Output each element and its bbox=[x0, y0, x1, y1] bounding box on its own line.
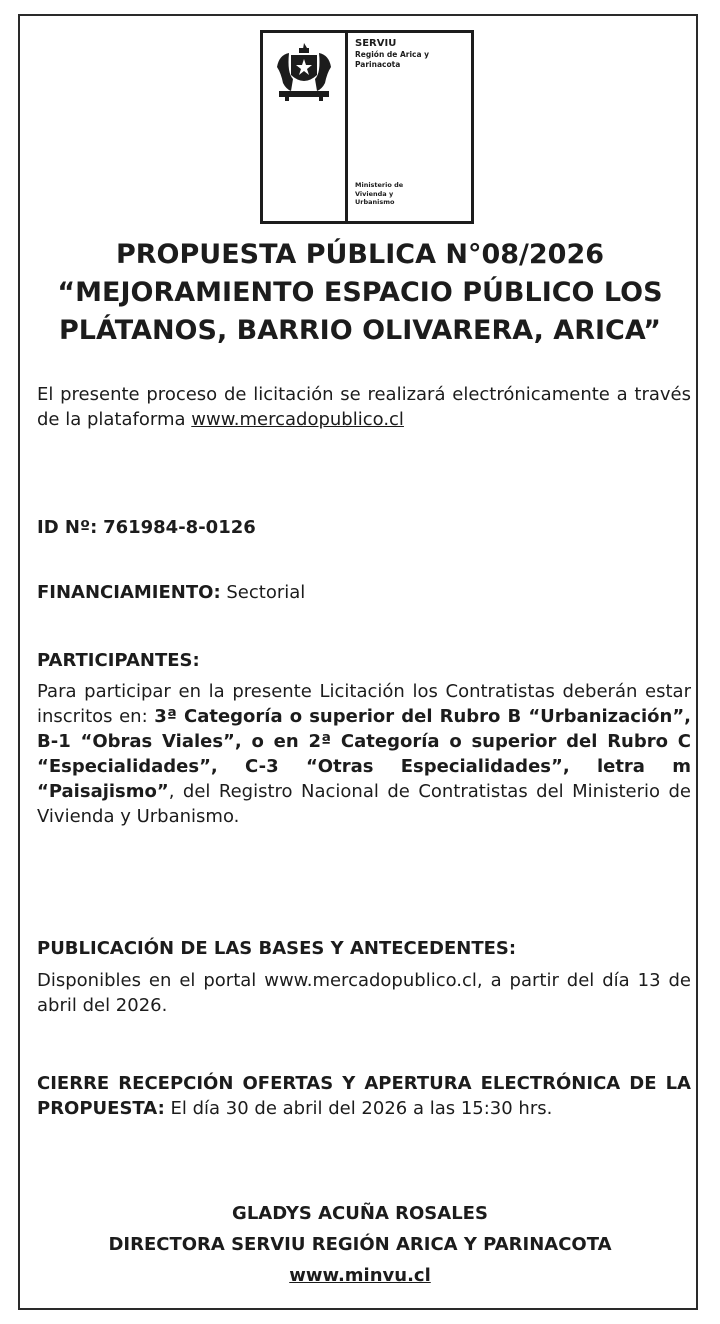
title-line-2: “MEJORAMIENTO ESPACIO PÚBLICO LOS bbox=[57, 277, 663, 308]
financing-value: Sectorial bbox=[226, 582, 306, 603]
signature-block bbox=[30, 1198, 690, 1291]
logo-ministry bbox=[355, 181, 403, 207]
id-value: 761984-8-0126 bbox=[103, 517, 256, 538]
minvu-link[interactable]: www.minvu.cl bbox=[289, 1265, 431, 1286]
logo-region-line2: Parinacota bbox=[355, 60, 401, 69]
id-line bbox=[37, 515, 691, 540]
logo-org-name: SERVIU bbox=[355, 38, 397, 49]
serviu-logo bbox=[260, 30, 474, 224]
participants-paragraph bbox=[37, 679, 691, 829]
logo-ministry-line1: Ministerio de bbox=[355, 181, 404, 189]
closing-heading: CIERRE RECEPCIÓN OFERTAS Y APERTURA ELECTRÓNICA DE LA PROPUESTA: bbox=[37, 1073, 691, 1119]
mercadopublico-link[interactable]: www.mercadopublico.cl bbox=[191, 409, 404, 430]
intro-paragraph bbox=[37, 382, 691, 432]
financing-line bbox=[37, 580, 691, 605]
participants-text-end: , del Registro Nacional de Contratistas del Ministerio de Vivienda y Urbanismo. bbox=[37, 781, 691, 827]
logo-region-line1: Región de Arica y bbox=[355, 50, 430, 59]
participants-label bbox=[37, 648, 691, 673]
publication-heading: PUBLICACIÓN DE LAS BASES Y ANTECEDENTES: bbox=[37, 938, 517, 959]
logo-ministry-line2: Vivienda y bbox=[355, 189, 394, 198]
publication-paragraph bbox=[37, 968, 691, 1018]
logo-ministry-line3: Urbanismo bbox=[355, 198, 395, 206]
signatory-position: DIRECTORA SERVIU REGIÓN ARICA Y PARINACOTA bbox=[108, 1234, 612, 1255]
title-line-1: PROPUESTA PÚBLICA N°08/2026 bbox=[115, 239, 605, 270]
id-label: ID Nº: bbox=[37, 517, 98, 538]
chile-coat-of-arms-icon bbox=[263, 33, 345, 221]
participants-categories: 3ª Categoría o superior del Rubro B “Urbanización”, B-1 “Obras Viales”, o en 2ª Categoría o superior del Rubro C “Especialidades”, C-3 “Otras Especialidades”, letra m “Paisajismo” bbox=[37, 706, 691, 802]
closing-paragraph bbox=[37, 1071, 691, 1121]
financing-label: FINANCIAMIENTO: bbox=[37, 582, 221, 603]
participants-heading: PARTICIPANTES: bbox=[37, 650, 200, 671]
participants-text-start: Para participar en la presente Licitación los Contratistas deberán estar inscritos en: bbox=[37, 681, 691, 727]
intro-text: El presente proceso de licitación se realizará electrónicamente a través de la plataforma bbox=[37, 384, 691, 430]
title-line-3: PLÁTANOS, BARRIO OLIVARERA, ARICA” bbox=[58, 315, 662, 346]
signatory-name: GLADYS ACUÑA ROSALES bbox=[232, 1203, 488, 1224]
publication-text: Disponibles en el portal www.mercadopublico.cl, a partir del día 13 de abril del 2026. bbox=[37, 970, 691, 1016]
closing-text: El día 30 de abril del 2026 a las 15:30 hrs. bbox=[164, 1098, 553, 1119]
notice-title bbox=[30, 236, 690, 350]
publication-label bbox=[37, 936, 691, 961]
